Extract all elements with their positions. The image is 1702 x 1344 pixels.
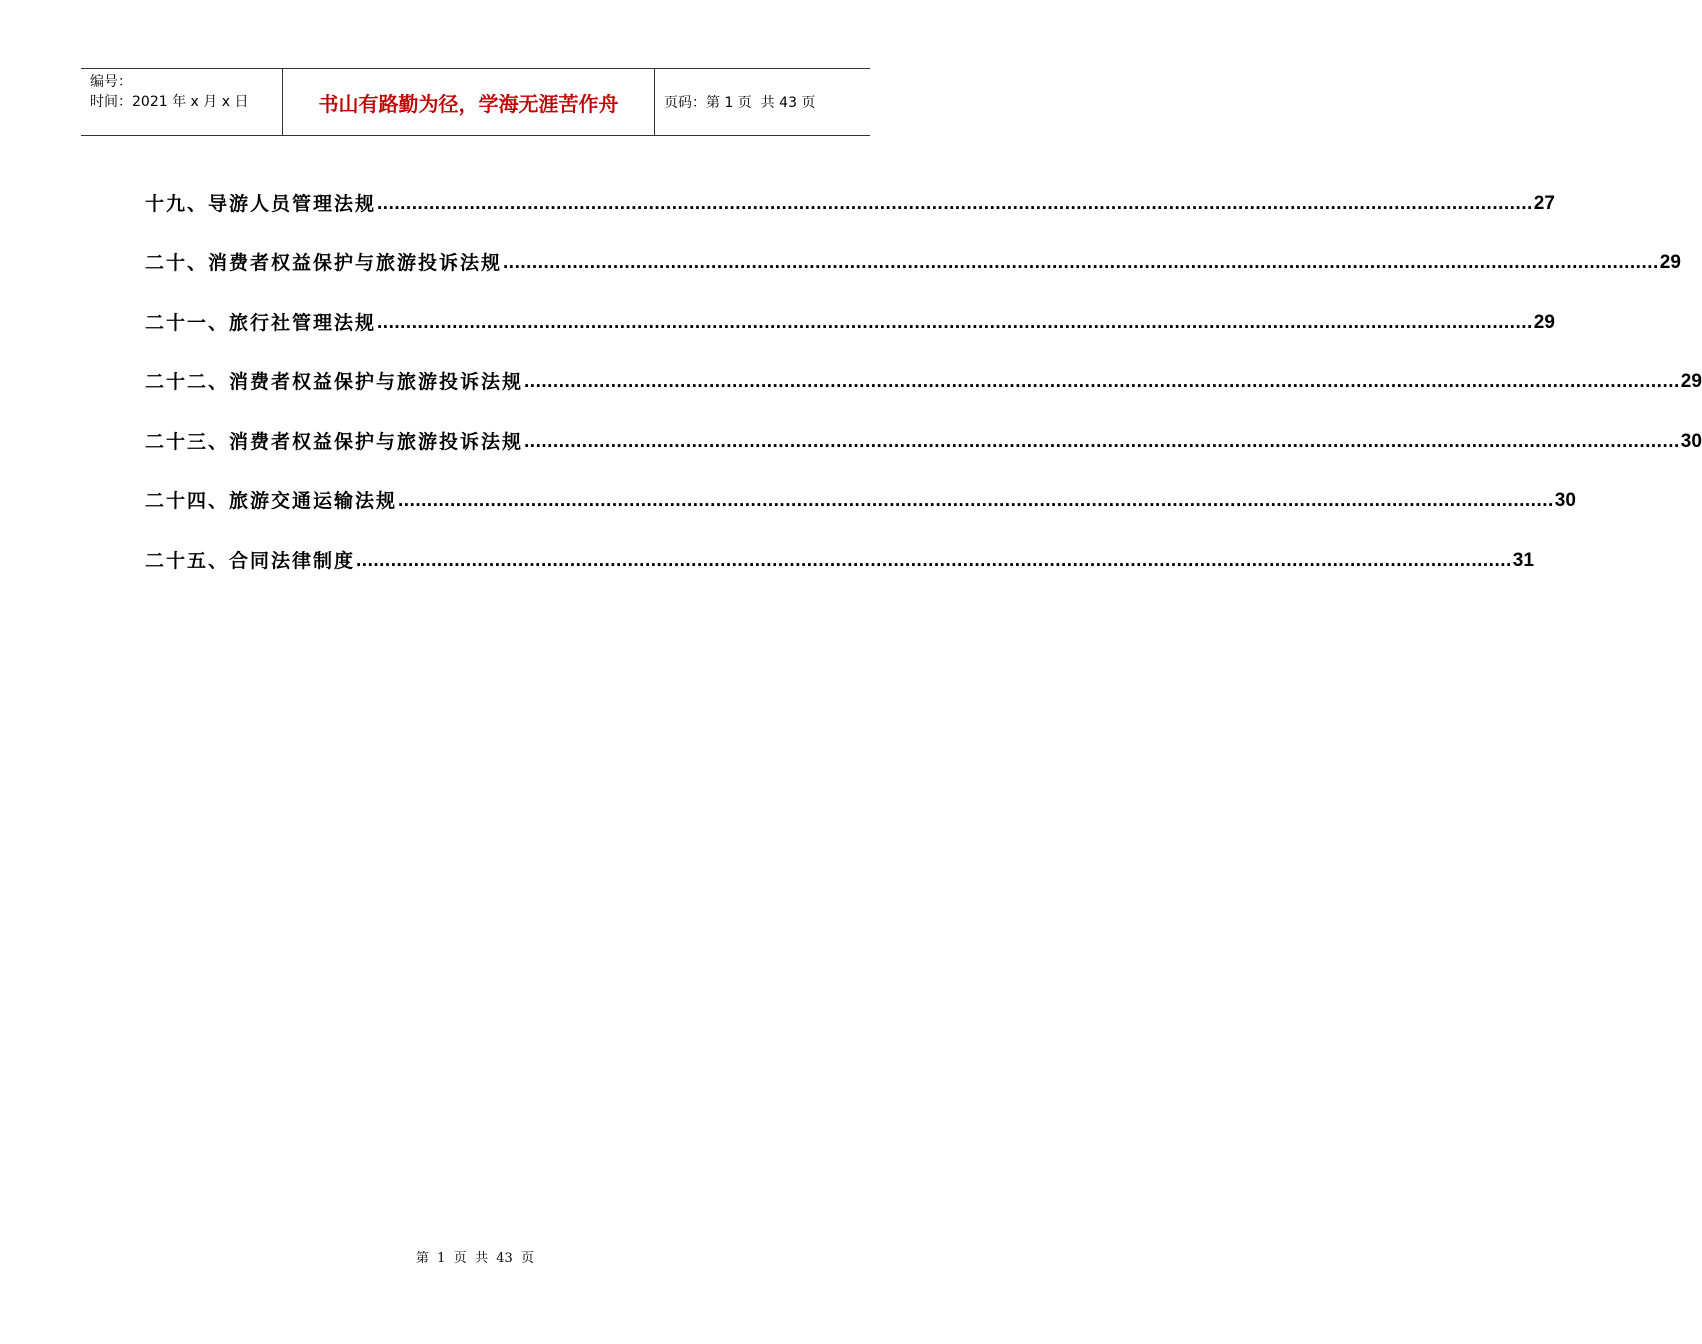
toc-item[interactable]: [145, 224, 1681, 284]
document-date-label: 时间：2021 年 x 月 x 日: [90, 94, 249, 110]
toc-item-title: 二十四、旅游交通运输法规: [145, 490, 398, 512]
toc-leader-dots: ........................................................................................................................................................................................................: [377, 192, 1533, 214]
toc-item-title: 十九、导游人员管理法规: [145, 192, 377, 215]
footer-page-number: 第 1 页 共 43 页: [415, 1251, 535, 1266]
toc-item-page: 30: [1554, 490, 1576, 511]
table-of-contents: [145, 164, 1702, 581]
toc-item[interactable]: [145, 402, 1702, 462]
toc-leader-dots: ........................................................................................................................................................................................................: [503, 252, 1659, 273]
toc-item[interactable]: [145, 164, 1555, 224]
toc-leader-dots: ........................................................................................................................................................................................................: [356, 549, 1512, 571]
header-motto: 书山有路勤为径，学海无涯苦作舟: [282, 69, 655, 135]
toc-item-title: 二十五、合同法律制度: [145, 549, 356, 572]
toc-item[interactable]: [145, 462, 1576, 522]
toc-item[interactable]: [145, 343, 1702, 403]
header-meta: [81, 69, 282, 135]
toc-leader-dots: ........................................................................................................................................................................................................: [377, 311, 1533, 333]
toc-item-title: 二十一、旅行社管理法规: [145, 311, 377, 334]
page-footer: [0, 1247, 950, 1266]
toc-item-page: 29: [1533, 311, 1555, 333]
toc-item-page: 30: [1680, 430, 1702, 452]
toc-leader-dots: ........................................................................................................................................................................................................: [524, 430, 1680, 452]
toc-item[interactable]: [145, 521, 1534, 581]
toc-item-page: 29: [1659, 252, 1681, 273]
header-page-info: [655, 69, 870, 135]
toc-item[interactable]: [145, 283, 1555, 343]
toc-item-title: 二十、消费者权益保护与旅游投诉法规: [145, 252, 503, 274]
toc-item-page: 31: [1512, 549, 1534, 571]
toc-item-title: 二十三、消费者权益保护与旅游投诉法规: [145, 430, 524, 453]
toc-item-page: 27: [1533, 192, 1555, 214]
toc-leader-dots: ........................................................................................................................................................................................................: [524, 371, 1680, 392]
toc-item-title: 二十二、消费者权益保护与旅游投诉法规: [145, 371, 524, 393]
header-page-info-text: 页码：第 1 页 共 43 页: [664, 95, 816, 111]
toc-leader-dots: ........................................................................................................................................................................................................: [398, 490, 1554, 511]
toc-item-page: 29: [1680, 371, 1702, 392]
page-header: [81, 68, 870, 136]
document-number-label: 编号：: [90, 74, 132, 90]
